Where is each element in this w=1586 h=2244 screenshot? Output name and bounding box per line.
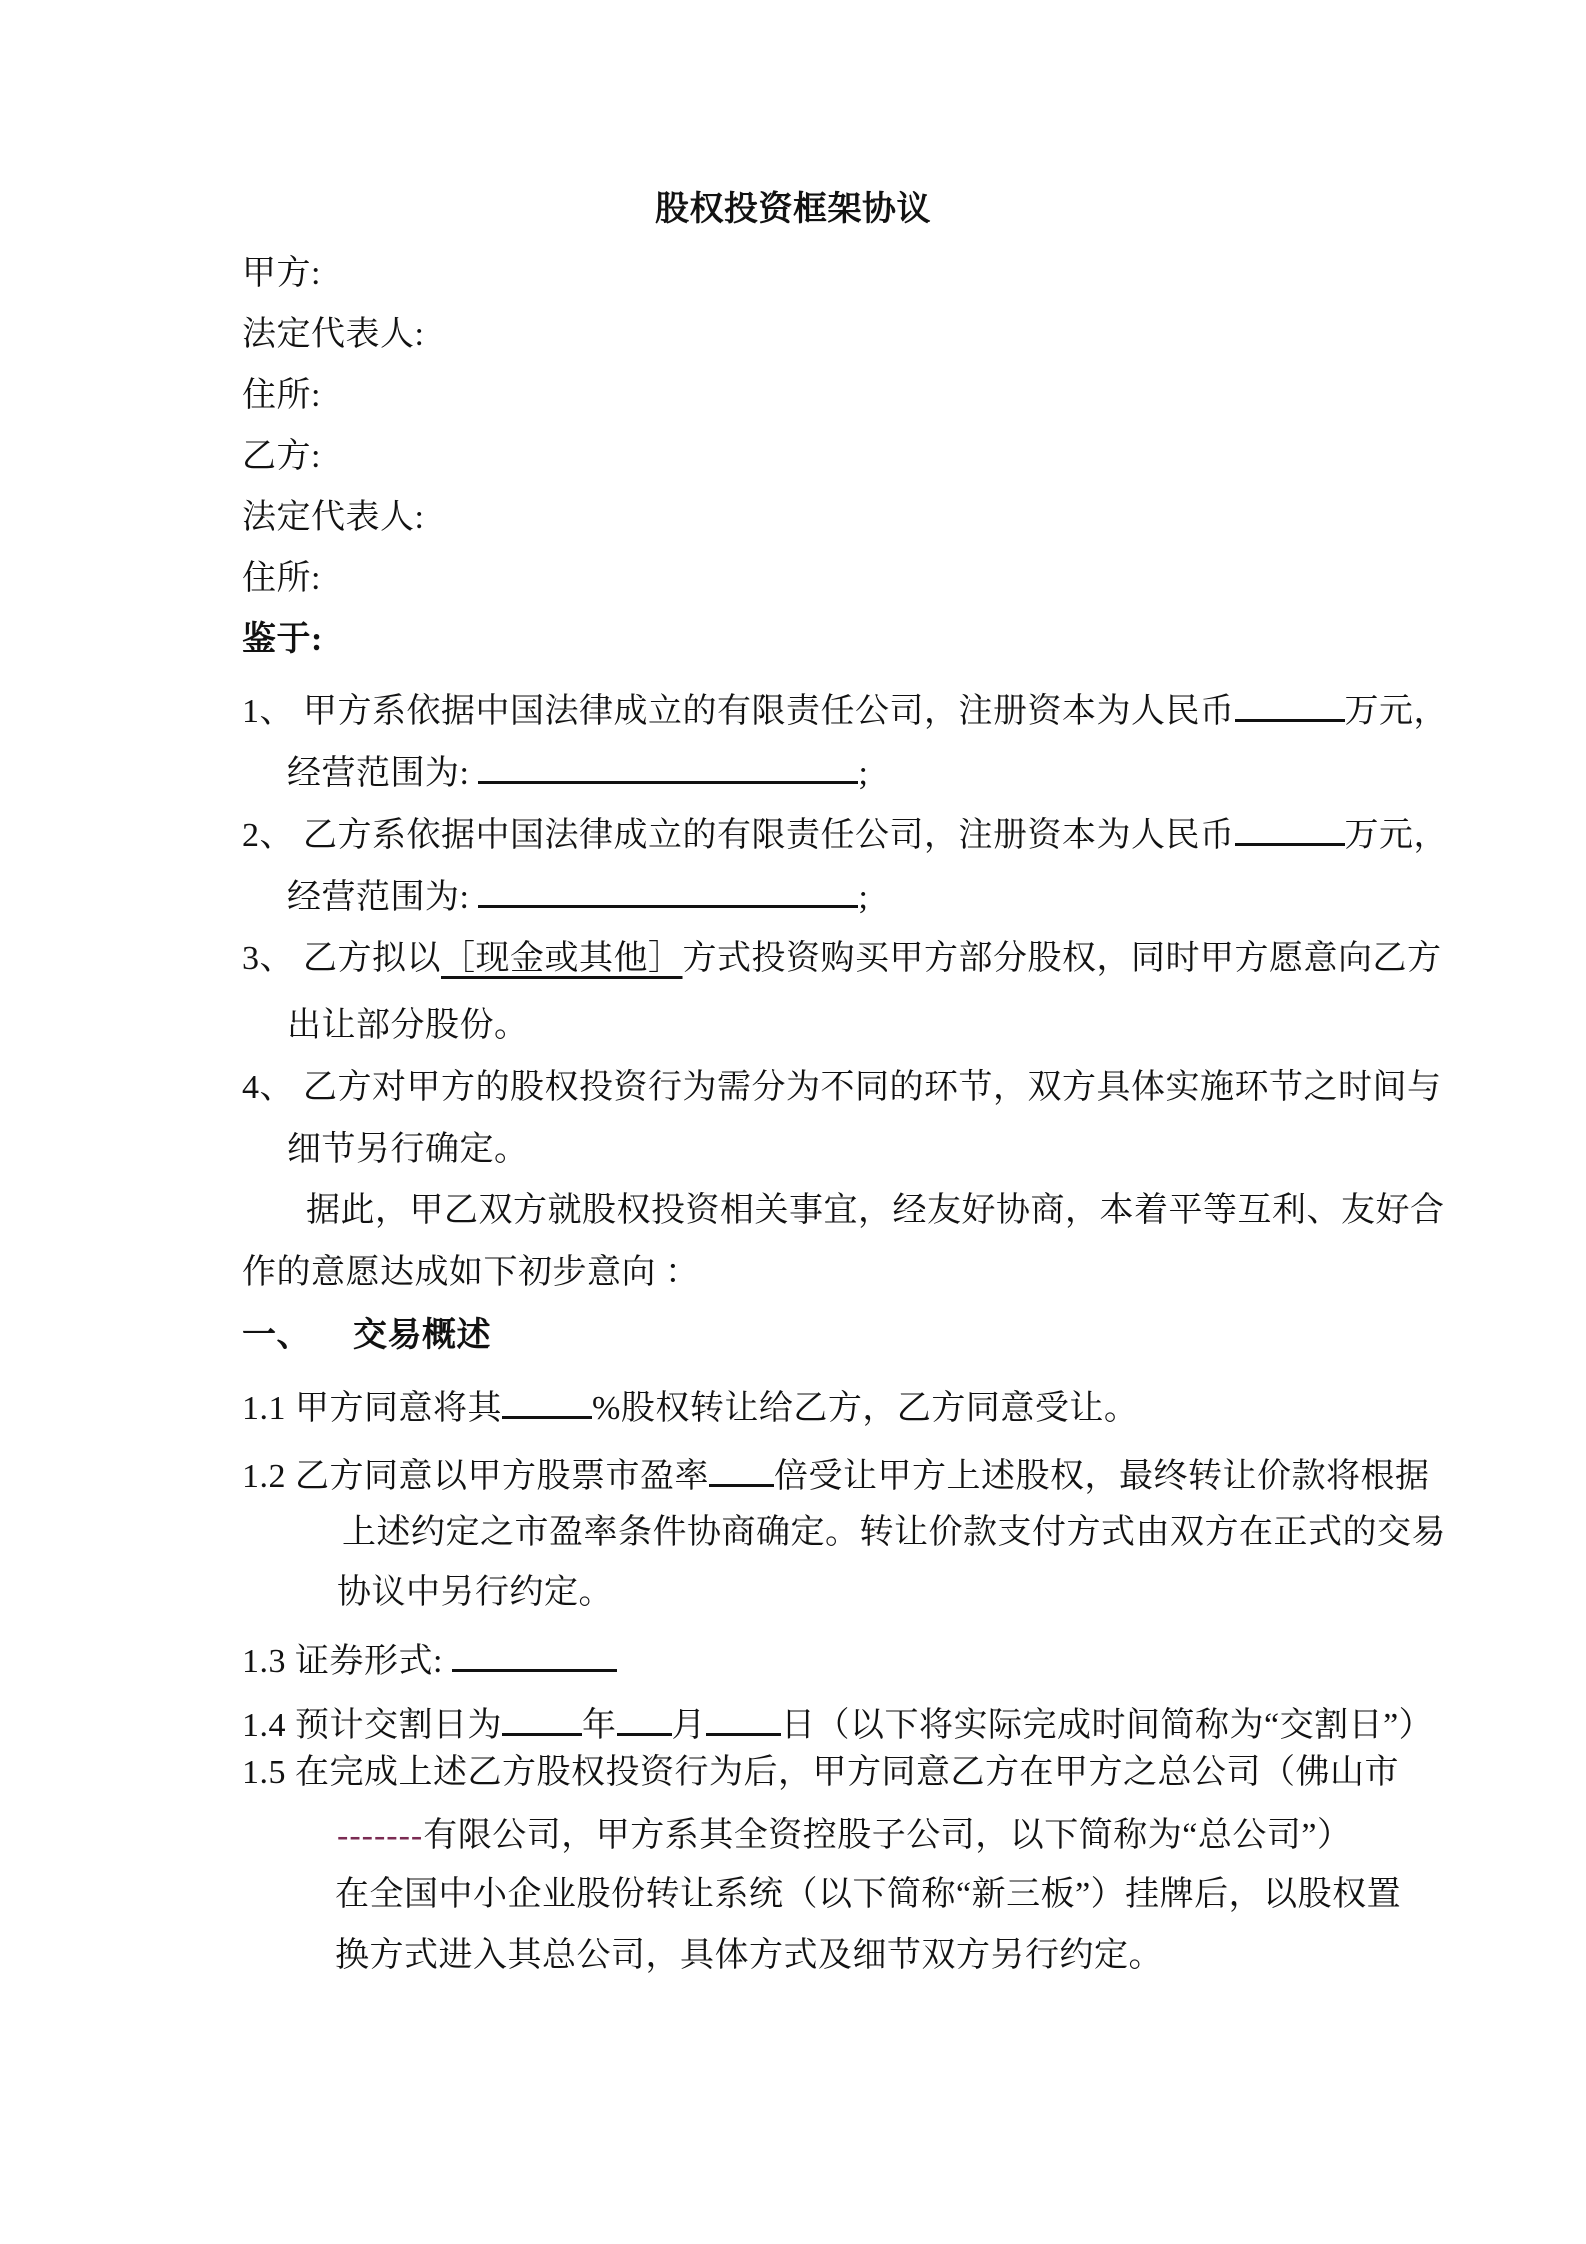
text-run: 鉴于: (242, 621, 323, 658)
fill-in-blank (502, 1386, 592, 1419)
clause-1-2-line-2 (342, 1511, 1446, 1555)
recital-1-line-1 (242, 689, 1448, 734)
text-run: 经营范围为: (287, 879, 479, 916)
text-run: ; (858, 755, 869, 792)
text-run: %股权转让给乙方，乙方同意受让。 (592, 1390, 1139, 1427)
dash-placeholder: ------- (337, 1817, 424, 1854)
fill-in-blank (1235, 689, 1345, 722)
text-run: 1.4 预计交割日为 (242, 1707, 502, 1744)
text-run: 倍受让甲方上述股权，最终转让价款将根据 (774, 1458, 1430, 1495)
clause-1-5-line-4 (335, 1934, 1163, 1978)
text-run: 上述约定之市盈率条件协商确定。转让价款支付方式由双方在正式的交易 (342, 1514, 1446, 1551)
text-run: 年 (582, 1707, 617, 1744)
text-run: 2、 乙方系依据中国法律成立的有限责任公司，注册资本为人民币 (242, 817, 1235, 854)
party-a-label (242, 252, 321, 296)
text-run: ; (858, 879, 869, 916)
whereas-label (242, 618, 323, 662)
text-run: 乙方: (242, 438, 321, 475)
preamble-line-2 (242, 1251, 700, 1295)
recital-3-line-1 (242, 937, 1442, 981)
fill-in-blank (478, 875, 858, 908)
text-run: 3、 乙方拟以 (242, 940, 441, 977)
text-run: 出让部分股份。 (287, 1007, 529, 1044)
recital-4-line-1 (242, 1066, 1442, 1110)
party-a-address-label (242, 374, 321, 418)
text-run: 住所: (242, 560, 321, 597)
text-run: 1.2 乙方同意以甲方股票市盈率 (242, 1458, 709, 1495)
underlined-text-run: ［现金或其他］ (441, 940, 683, 977)
fill-in-blank (452, 1639, 617, 1672)
clause-1-2-line-3 (337, 1571, 613, 1615)
fill-in-blank (706, 1703, 781, 1736)
text-run: 4、 乙方对甲方的股权投资行为需分为不同的环节，双方具体实施环节之时间与 (242, 1069, 1442, 1106)
recital-1-line-2 (287, 751, 868, 796)
clause-1-5-line-3 (335, 1873, 1401, 1917)
clause-1-4 (242, 1703, 1433, 1748)
clause-1-1 (242, 1386, 1138, 1431)
fill-in-blank (617, 1703, 672, 1736)
clause-1-5-line-2 (337, 1814, 1351, 1858)
fill-in-blank (709, 1454, 774, 1487)
party-a-rep-label (242, 313, 424, 357)
recital-2-line-2 (287, 875, 868, 920)
text-run: 有限公司，甲方系其全资控股子公司，以下简称为“总公司”） (423, 1817, 1352, 1854)
text-run: 换方式进入其总公司，具体方式及细节双方另行约定。 (335, 1937, 1163, 1974)
text-run: 法定代表人: (242, 499, 425, 536)
text-run: 经营范围为: (287, 755, 479, 792)
text-run: 股权投资框架协议 (655, 191, 931, 228)
recital-3-line-2 (287, 1004, 529, 1048)
fill-in-blank (502, 1703, 582, 1736)
document-title (0, 188, 1586, 232)
text-run: 月 (671, 1707, 706, 1744)
clause-1-3 (242, 1639, 617, 1684)
clause-1-5-line-1 (242, 1751, 1399, 1795)
text-run: 1.1 甲方同意将其 (242, 1390, 502, 1427)
text-run: 万元， (1344, 817, 1448, 854)
text-run: 1.5 在完成上述乙方股权投资行为后，甲方同意乙方在甲方之总公司（佛山市 (242, 1754, 1399, 1791)
text-run: 作的意愿达成如下初步意向 ： (242, 1254, 700, 1291)
text-run: 日（以下将实际完成时间简称为“交割日”） (781, 1707, 1434, 1744)
party-b-rep-label (242, 496, 424, 540)
recital-4-line-2 (287, 1128, 529, 1172)
text-run: 交易概述 (353, 1317, 491, 1354)
text-run: 住所: (242, 377, 321, 414)
text-run: 甲方: (242, 255, 321, 292)
text-run: 协议中另行约定。 (337, 1574, 613, 1611)
text-run: 细节另行确定。 (287, 1131, 529, 1168)
clause-1-2-line-1 (242, 1454, 1430, 1499)
text-run: 法定代表人: (242, 316, 425, 353)
text-run: 一、 (242, 1317, 311, 1354)
party-b-label (242, 435, 321, 479)
text-run: 1.3 证券形式: (242, 1643, 452, 1680)
text-run: 在全国中小企业股份转让系统（以下简称“新三板”）挂牌后，以股权置 (335, 1876, 1402, 1913)
recital-2-line-1 (242, 813, 1448, 858)
section-1-heading (242, 1314, 491, 1358)
text-run: 万元， (1344, 693, 1448, 730)
text-run: 1、 甲方系依据中国法律成立的有限责任公司，注册资本为人民币 (242, 693, 1235, 730)
party-b-address-label (242, 557, 321, 601)
spacer (311, 1345, 353, 1346)
fill-in-blank (1235, 813, 1345, 846)
text-run: 方式投资购买甲方部分股权，同时甲方愿意向乙方 (682, 940, 1442, 977)
preamble-line-1 (306, 1189, 1445, 1233)
fill-in-blank (478, 751, 858, 784)
text-run: 据此，甲乙双方就股权投资相关事宜，经友好协商，本着平等互利、友好合 (306, 1192, 1445, 1229)
